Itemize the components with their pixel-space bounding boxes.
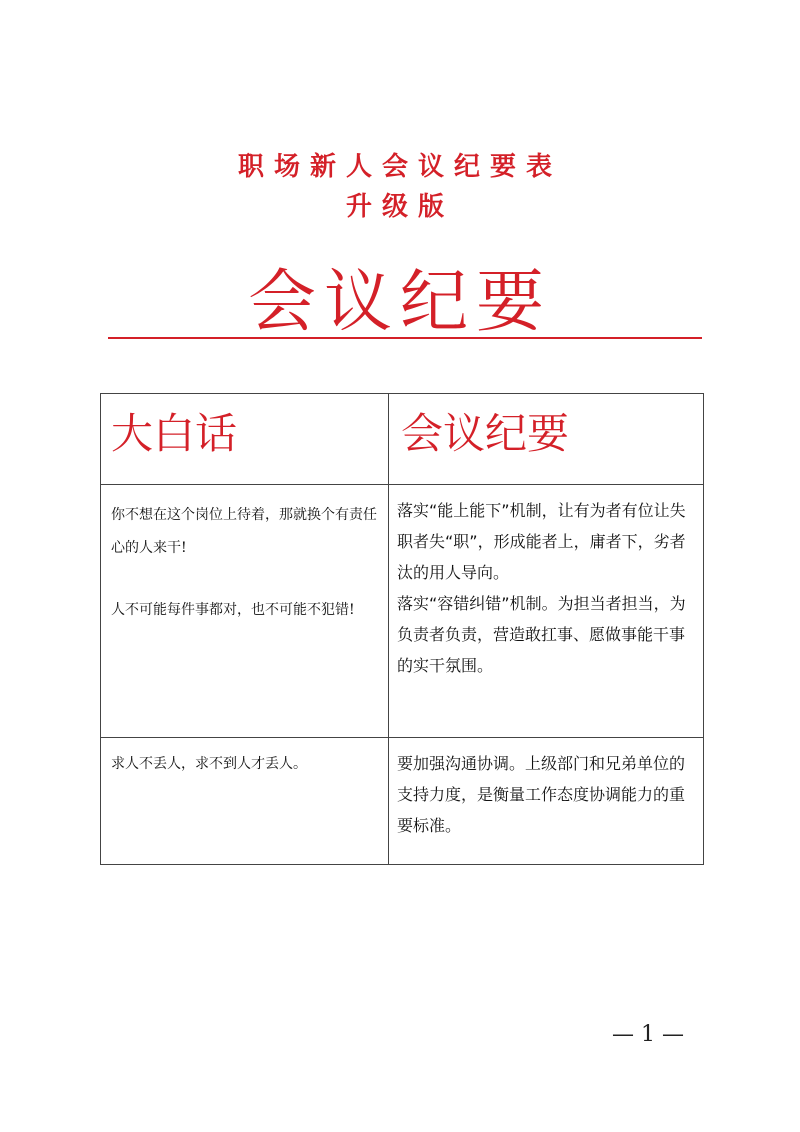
table-row [101,738,704,865]
table-cell-right [389,738,704,865]
red-divider-line [108,337,702,339]
plain-talk-text: 人不可能每件事都对，也不可能不犯错! [111,602,355,618]
minutes-table [100,393,704,865]
minutes-text: 落实“能上能下”机制，让有为者有位让失职者失“职”，形成能者上，庸者下，劣者汰的用人导向。 [397,501,686,582]
header-cell-minutes: 会议纪要 [389,394,704,485]
minutes-text: 落实“容错纠错”机制。为担当者担当，为负责者负责，营造敢扛事、愿做事能干事的实干氛围。 [397,594,686,675]
red-header-title: 会议纪要 [247,263,552,342]
document-subtitle: 升级版 [345,192,454,222]
table-cell-left [101,485,389,738]
plain-talk-text: 你不想在这个岗位上待着，那就换个有责任心的人来干! [111,507,377,556]
document-title: 职场新人会议纪要表 [237,152,562,182]
minutes-text: 要加强沟通协调。上级部门和兄弟单位的支持力度，是衡量工作态度协调能力的重要标准。 [397,754,686,835]
table-header-row [101,394,704,485]
header-cell-plain-talk: 大白话 [101,394,389,485]
table-row [101,485,704,738]
table-cell-left [101,738,389,865]
plain-talk-text: 求人不丢人，求不到人才丢人。 [111,756,307,772]
page-number: — 1 — [612,1022,684,1047]
table-cell-right [389,485,704,738]
